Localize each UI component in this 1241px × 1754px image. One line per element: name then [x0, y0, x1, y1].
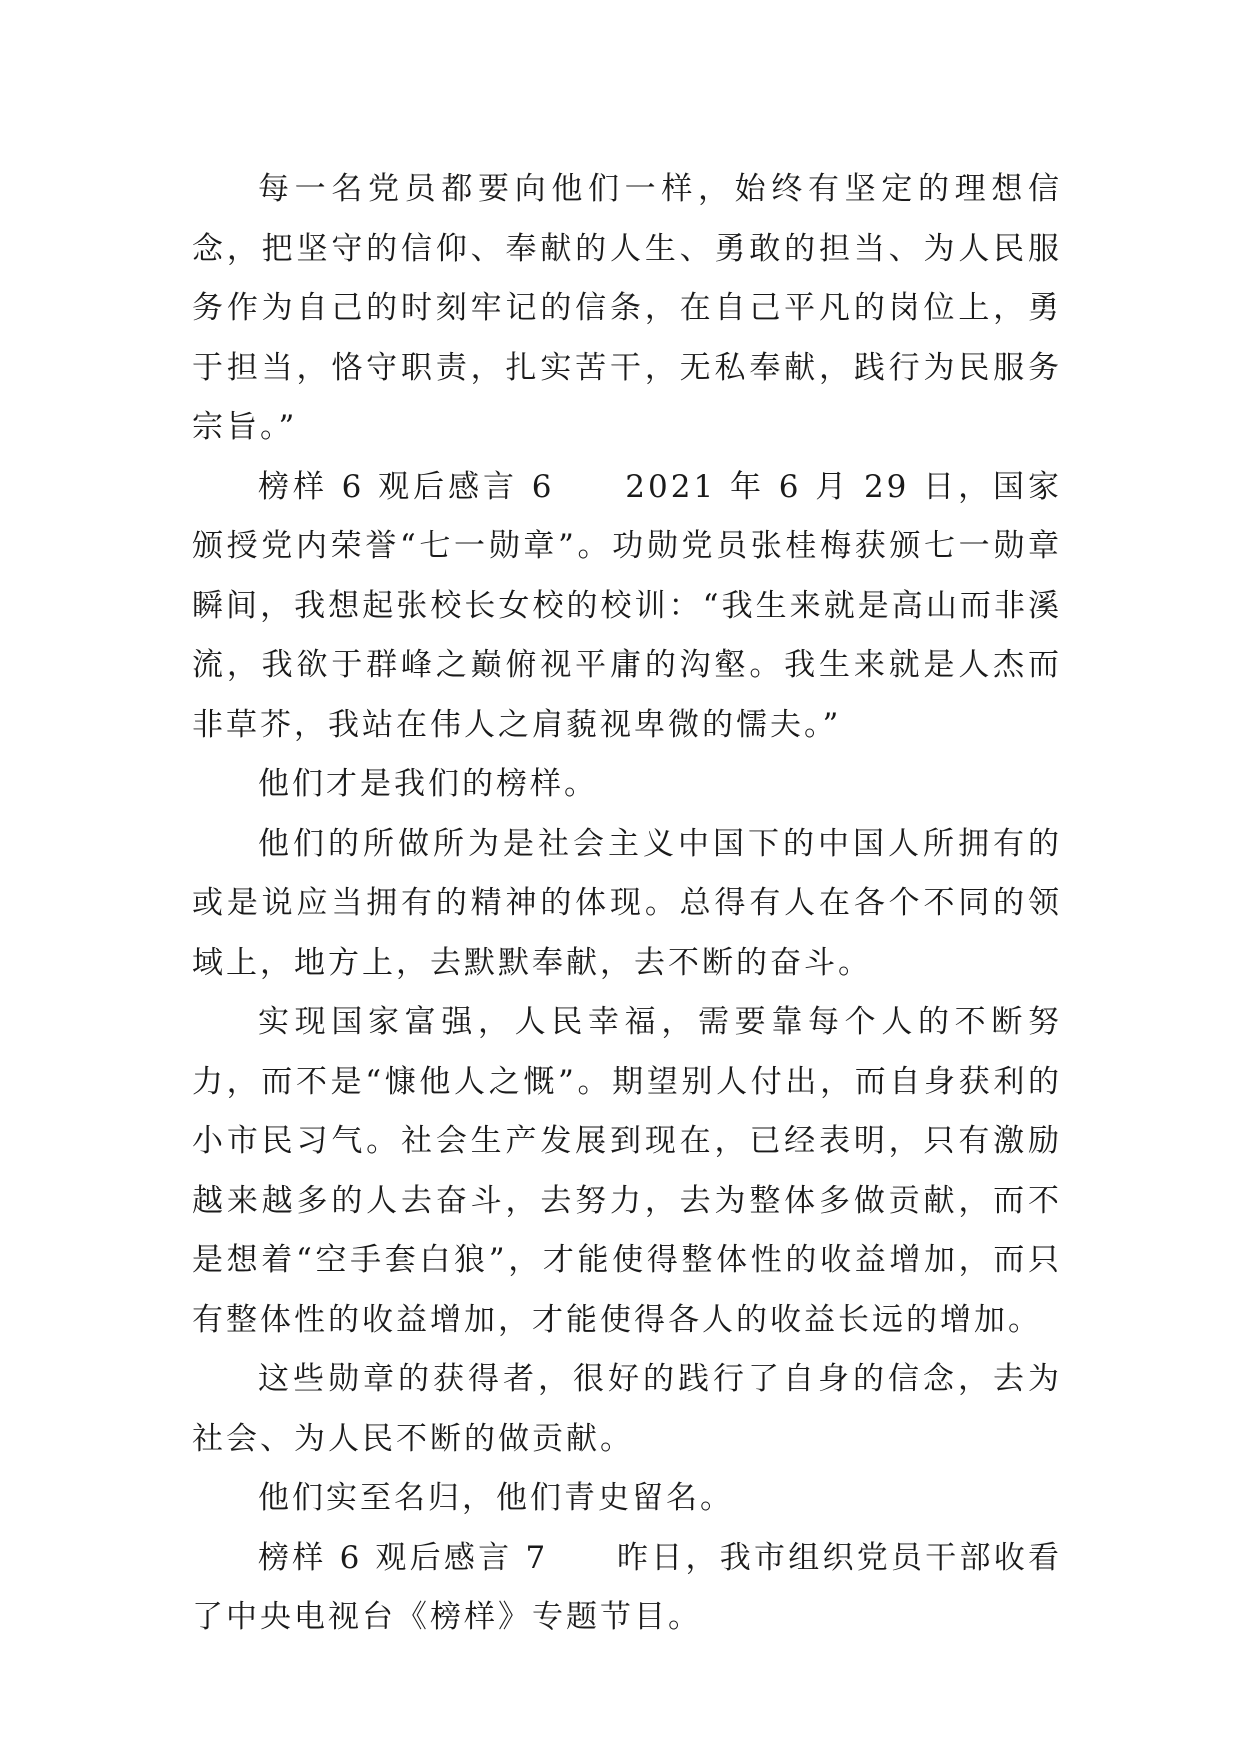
paragraph: 每一名党员都要向他们一样，始终有坚定的理想信念，把坚守的信仰、奉献的人生、勇敢的担当、为人民服务作为自己的时刻牢记的信条，在自己平凡的岗位上，勇于担当，恪守职责，扎实苦干，无私奉献，践行为民服务宗旨。” [192, 171, 1062, 445]
paragraph: 他们才是我们的榜样。 [258, 766, 598, 802]
document-body [192, 160, 1062, 1648]
paragraph: 他们实至名归，他们青史留名。 [258, 1480, 734, 1516]
paragraph: 实现国家富强，人民幸福，需要靠每个人的不断努力，而不是“慷他人之慨”。期望别人付出，而自身获利的小市民习气。社会生产发展到现在，已经表明，只有激励越来越多的人去奋斗，去努力，去为整体多做贡献，而不是想着“空手套白狼”，才能使得整体性的收益增加，而只有整体性的收益增加，才能使得各人的收益长远的增加。 [192, 1004, 1062, 1338]
paragraph: 榜样 6 观后感言 7 昨日，我市组织党员干部收看了中央电视台《榜样》专题节目。 [192, 1539, 1062, 1635]
paragraph: 榜样 6 观后感言 6 2021 年 6 月 29 日，国家颁授党内荣誉“七一勋章”。功勋党员张桂梅获颁七一勋章瞬间，我想起张校长女校的校训：“我生来就是高山而非溪流，我欲于群峰之巅俯视平庸的沟壑。我生来就是人杰而非草芥，我站在伟人之肩藐视卑微的懦夫。” [192, 468, 1062, 743]
paragraph: 这些勋章的获得者，很好的践行了自身的信念，去为社会、为人民不断的做贡献。 [192, 1361, 1062, 1457]
paragraph: 他们的所做所为是社会主义中国下的中国人所拥有的或是说应当拥有的精神的体现。总得有人在各个不同的领域上，地方上，去默默奉献，去不断的奋斗。 [192, 825, 1062, 981]
